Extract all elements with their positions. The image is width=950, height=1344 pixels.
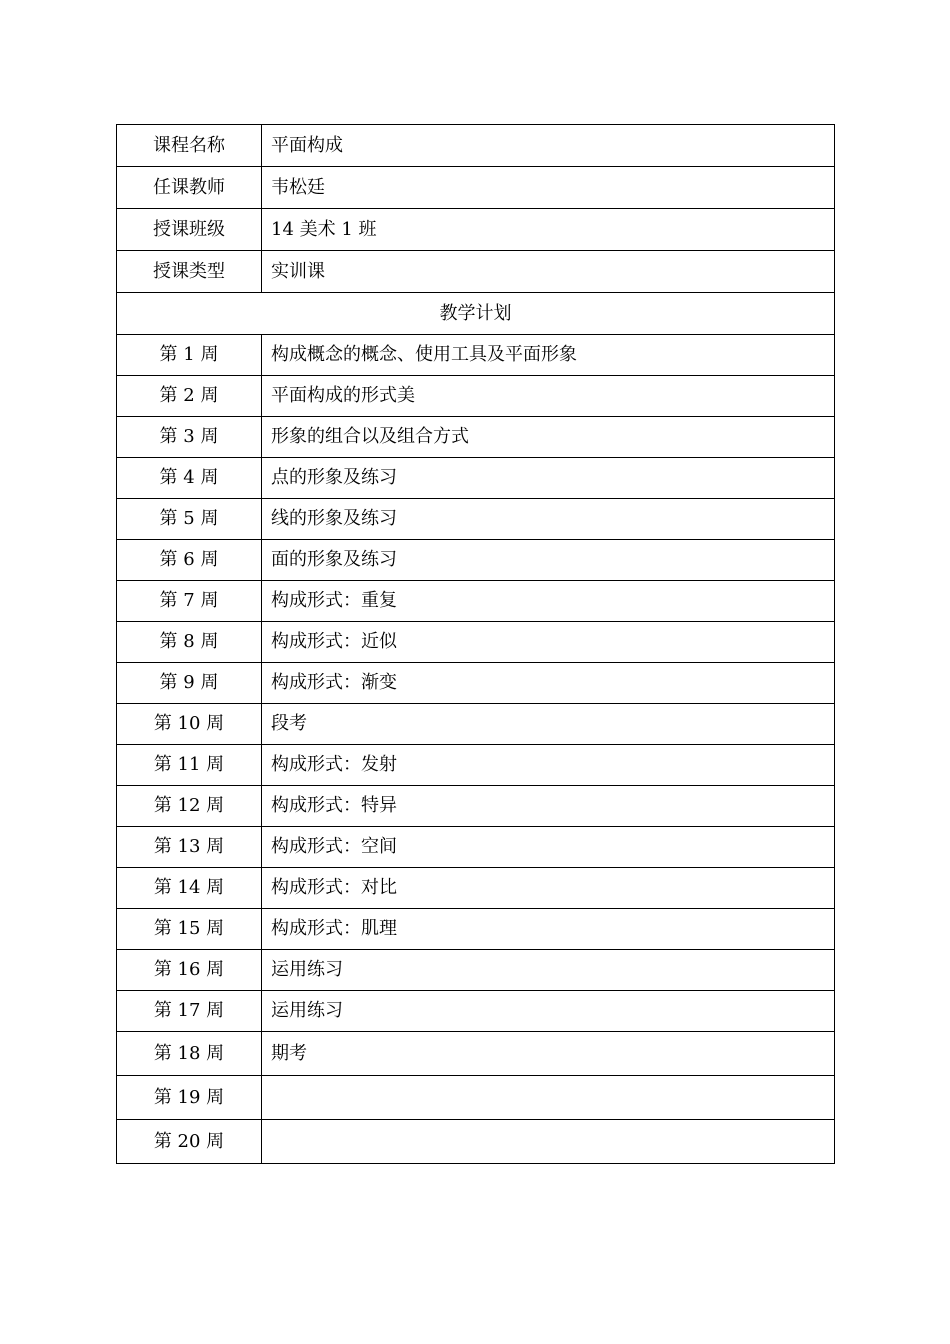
- table-row: [117, 622, 835, 663]
- table-row: [117, 704, 835, 745]
- week-label: 第 14 周: [117, 868, 262, 909]
- week-label: 第 20 周: [117, 1120, 262, 1164]
- plan-section-title: 教学计划: [117, 293, 835, 335]
- week-content: 构成概念的概念、使用工具及平面形象: [262, 335, 835, 376]
- week-content: 运用练习: [262, 950, 835, 991]
- week-content: 运用练习: [262, 991, 835, 1032]
- week-label: 第 16 周: [117, 950, 262, 991]
- week-label: 第 19 周: [117, 1076, 262, 1120]
- week-content: 期考: [262, 1032, 835, 1076]
- week-label: 第 18 周: [117, 1032, 262, 1076]
- week-label: 第 5 周: [117, 499, 262, 540]
- week-content: [262, 1076, 835, 1120]
- table-row: [117, 499, 835, 540]
- course-name-value: 平面构成: [262, 125, 835, 167]
- week-label: 第 8 周: [117, 622, 262, 663]
- table-row: [117, 251, 835, 293]
- class-label: 授课班级: [117, 209, 262, 251]
- teaching-plan-table: [116, 124, 835, 1164]
- week-label: 第 12 周: [117, 786, 262, 827]
- week-label: 第 10 周: [117, 704, 262, 745]
- table-row: [117, 786, 835, 827]
- table-row: [117, 827, 835, 868]
- week-label: 第 13 周: [117, 827, 262, 868]
- table-row: [117, 540, 835, 581]
- week-content: 线的形象及练习: [262, 499, 835, 540]
- table-row: [117, 581, 835, 622]
- table-row: [117, 1032, 835, 1076]
- course-type-label: 授课类型: [117, 251, 262, 293]
- week-content: 构成形式：肌理: [262, 909, 835, 950]
- week-label: 第 7 周: [117, 581, 262, 622]
- table-row: [117, 376, 835, 417]
- table-row: [117, 663, 835, 704]
- week-content: 面的形象及练习: [262, 540, 835, 581]
- week-content: 构成形式：渐变: [262, 663, 835, 704]
- week-label: 第 4 周: [117, 458, 262, 499]
- table-row: [117, 950, 835, 991]
- table-row: [117, 167, 835, 209]
- class-value: 14 美术 1 班: [262, 209, 835, 251]
- week-content: 构成形式：特异: [262, 786, 835, 827]
- table-row: [117, 1120, 835, 1164]
- week-content: 构成形式：重复: [262, 581, 835, 622]
- week-label: 第 15 周: [117, 909, 262, 950]
- week-content: 构成形式：近似: [262, 622, 835, 663]
- course-type-value: 实训课: [262, 251, 835, 293]
- week-content: 形象的组合以及组合方式: [262, 417, 835, 458]
- week-label: 第 17 周: [117, 991, 262, 1032]
- week-content: 构成形式：发射: [262, 745, 835, 786]
- week-label: 第 2 周: [117, 376, 262, 417]
- week-label: 第 9 周: [117, 663, 262, 704]
- table-row: [117, 991, 835, 1032]
- table-row: [117, 909, 835, 950]
- table-row: [117, 868, 835, 909]
- teacher-label: 任课教师: [117, 167, 262, 209]
- teacher-value: 韦松廷: [262, 167, 835, 209]
- table-row: [117, 335, 835, 376]
- course-name-label: 课程名称: [117, 125, 262, 167]
- table-row: [117, 458, 835, 499]
- table-row: [117, 417, 835, 458]
- table-row: [117, 125, 835, 167]
- table-row: [117, 745, 835, 786]
- week-content: 构成形式：空间: [262, 827, 835, 868]
- week-rows: [117, 335, 835, 1164]
- table-row: [117, 293, 835, 335]
- week-content: 点的形象及练习: [262, 458, 835, 499]
- week-content: 构成形式：对比: [262, 868, 835, 909]
- table-row: [117, 1076, 835, 1120]
- week-content: [262, 1120, 835, 1164]
- week-content: 平面构成的形式美: [262, 376, 835, 417]
- week-label: 第 6 周: [117, 540, 262, 581]
- week-label: 第 11 周: [117, 745, 262, 786]
- week-label: 第 1 周: [117, 335, 262, 376]
- week-label: 第 3 周: [117, 417, 262, 458]
- week-content: 段考: [262, 704, 835, 745]
- table-row: [117, 209, 835, 251]
